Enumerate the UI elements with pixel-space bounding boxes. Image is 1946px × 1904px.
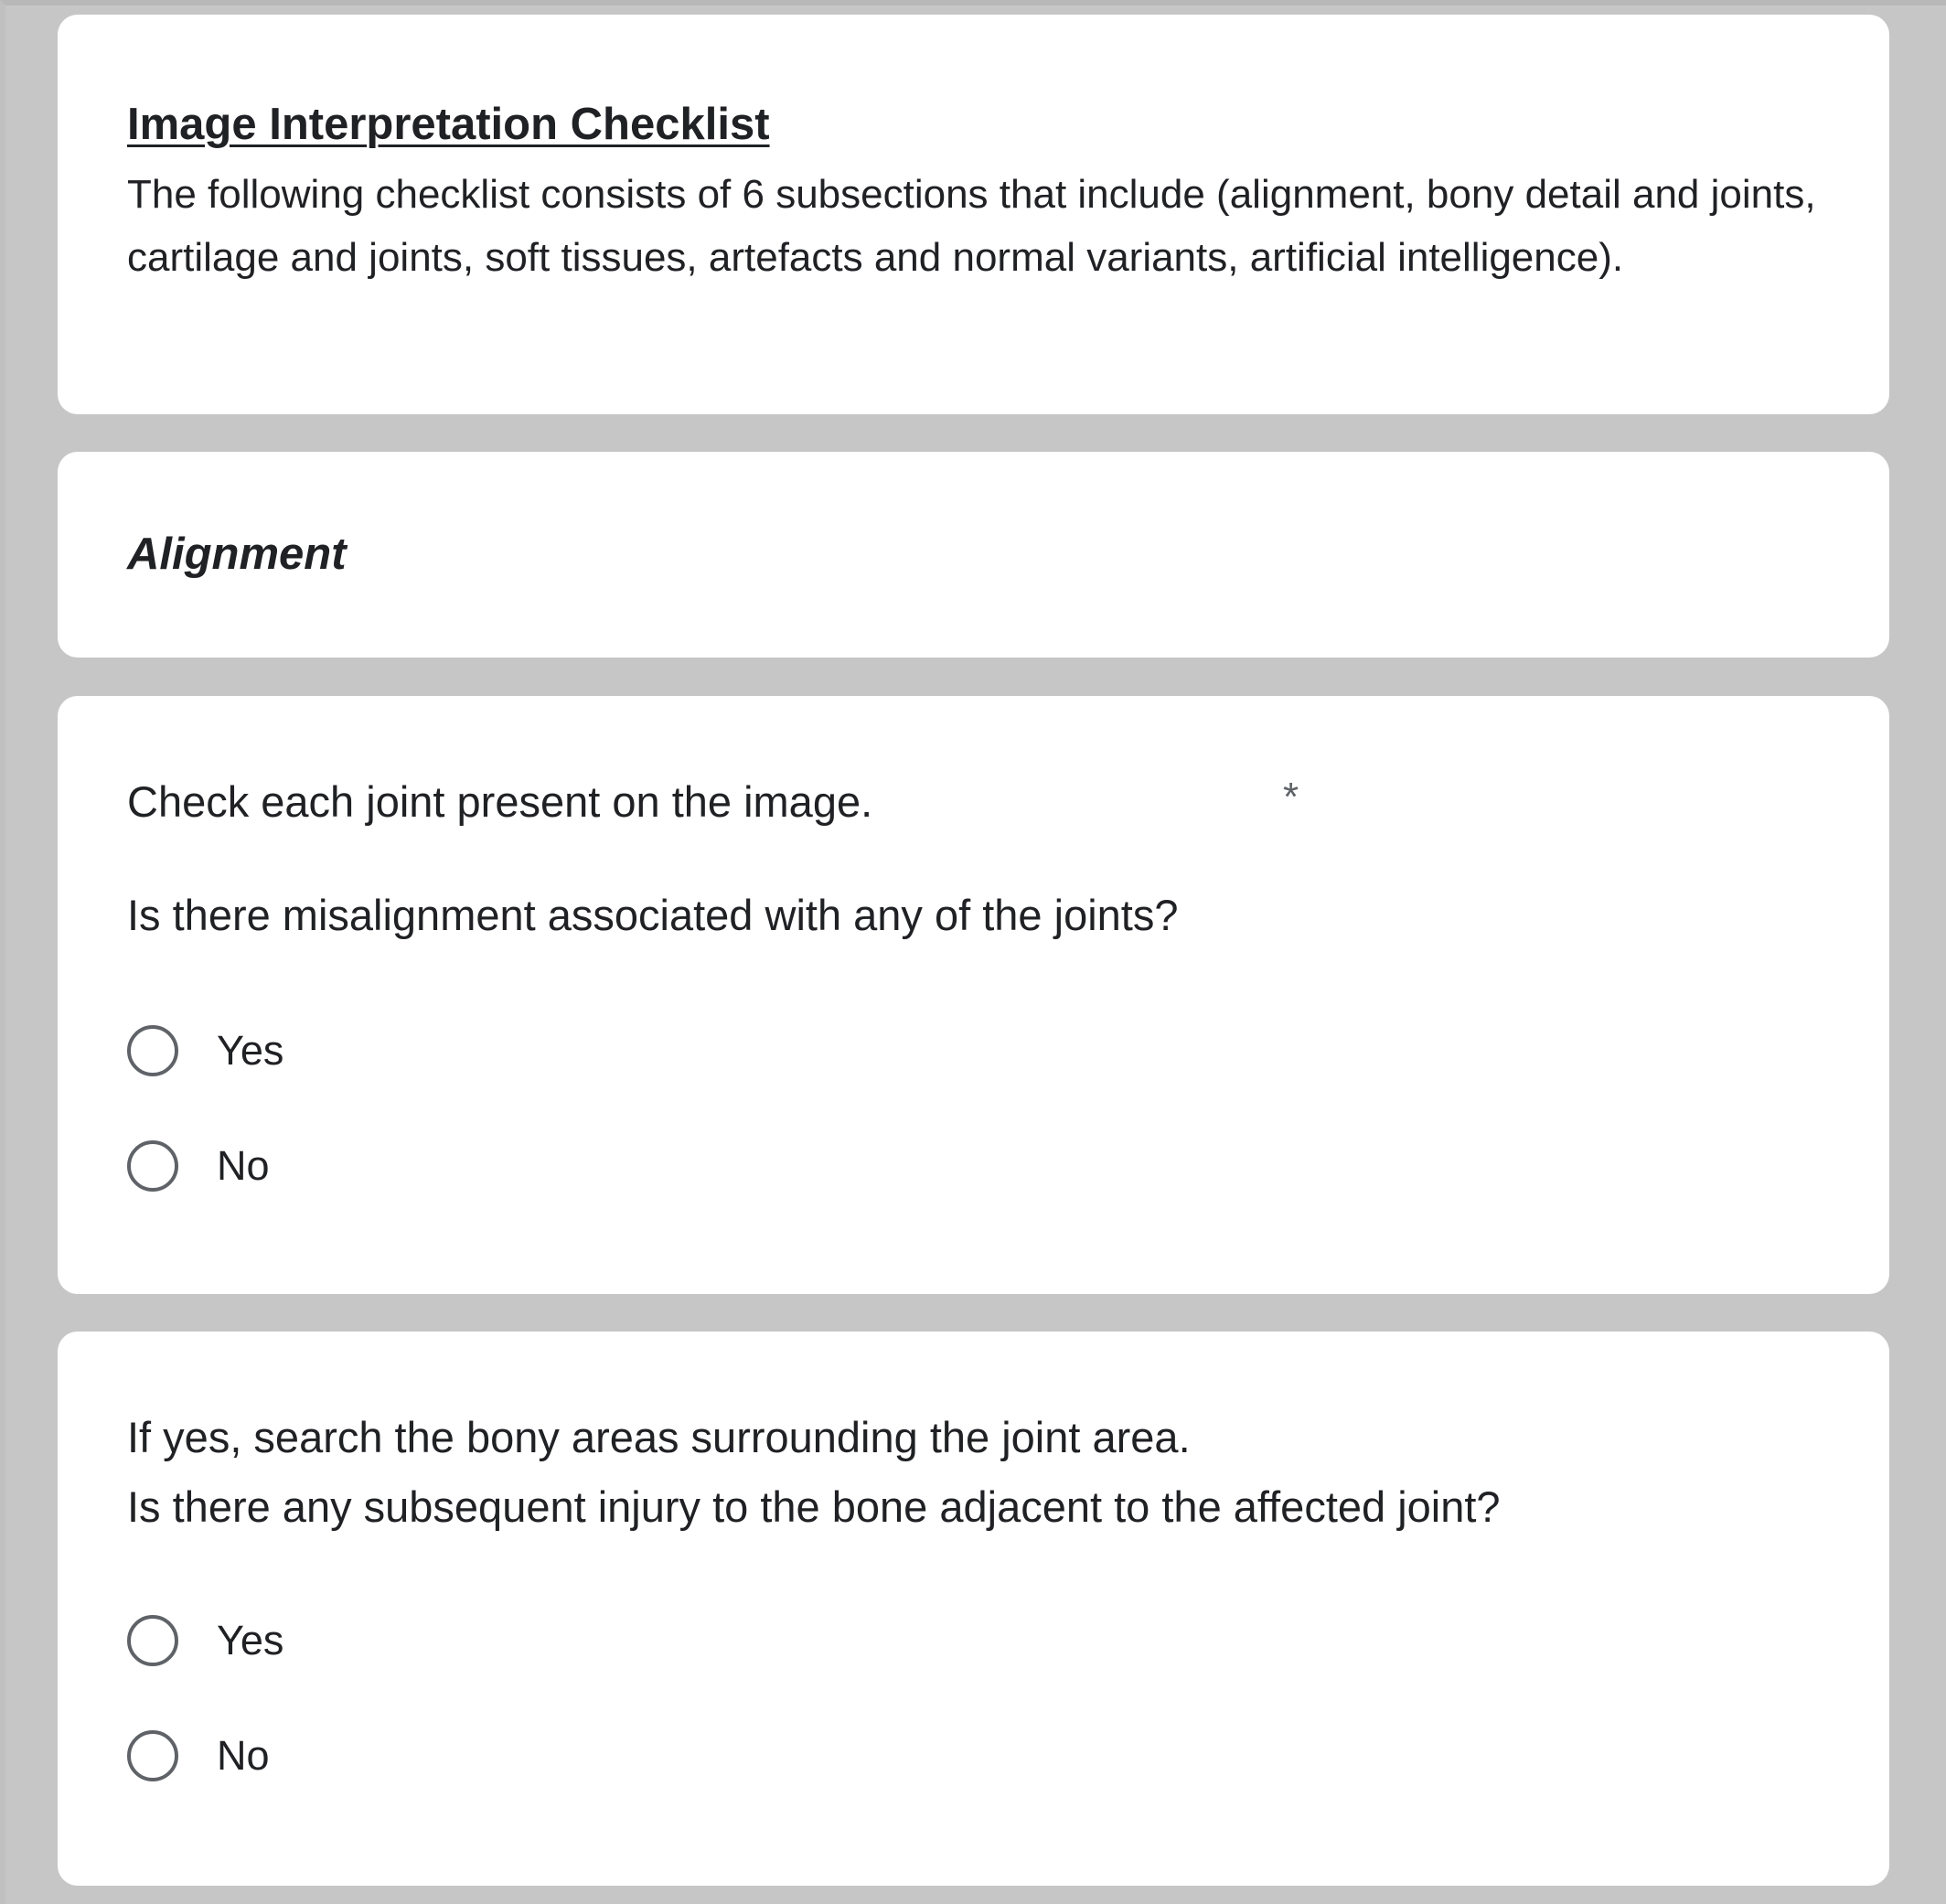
checklist-intro-card <box>58 15 1889 414</box>
radio-button[interactable] <box>127 1615 178 1666</box>
checklist-description: The following checklist consists of 6 subsections that include (alignment, bony detail and joints, cartilage and joints, soft tissues, artefacts and normal variants, artificial intelligence). <box>127 172 1816 280</box>
question-prompt: If yes, search the bony areas surrounding the joint area. <box>127 1413 1191 1461</box>
question-text: Is there misalignment associated with any of the joints? <box>127 891 1179 939</box>
radio-button[interactable] <box>127 1140 178 1192</box>
question-card-misalignment <box>58 696 1889 1294</box>
question-text: Is there any subsequent injury to the bone adjacent to the affected joint? <box>127 1482 1501 1531</box>
question-card-adjacent-injury <box>58 1332 1889 1886</box>
checklist-title: Image Interpretation Checklist <box>127 100 770 149</box>
radio-option-label: No <box>217 1732 270 1779</box>
radio-option-yes[interactable] <box>127 1022 283 1080</box>
radio-option-no[interactable] <box>127 1727 270 1785</box>
radio-button[interactable] <box>127 1025 178 1076</box>
radio-button[interactable] <box>127 1730 178 1781</box>
radio-option-yes[interactable] <box>127 1611 283 1670</box>
radio-option-label: Yes <box>217 1617 284 1663</box>
radio-option-no[interactable] <box>127 1137 270 1195</box>
radio-option-label: Yes <box>217 1027 284 1074</box>
radio-option-label: No <box>217 1142 270 1189</box>
section-title: Alignment <box>127 529 347 579</box>
question-prompt: Check each joint present on the image. <box>127 777 873 826</box>
required-asterisk: * <box>1283 775 1299 819</box>
section-header-card <box>58 452 1889 658</box>
